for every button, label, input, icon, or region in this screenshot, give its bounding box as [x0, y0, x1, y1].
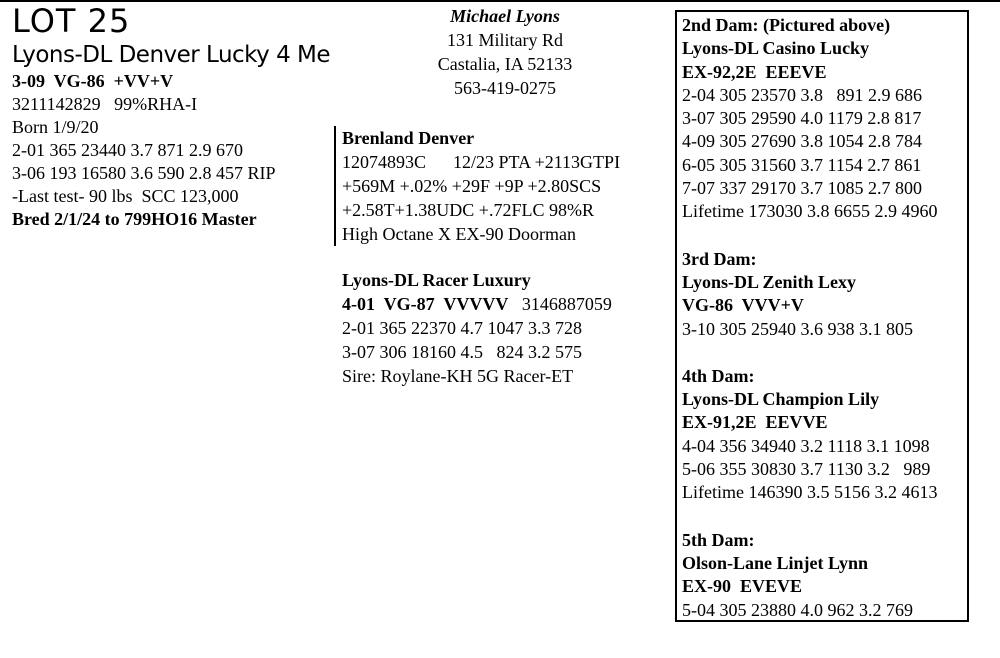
sire-detail: +2.58T+1.38UDC +.72FLC 98%R: [342, 200, 594, 220]
sire-info: [334, 126, 672, 246]
record-line: 5-06 355 30830 3.7 1130 3.2 989: [682, 459, 931, 480]
owner-city: Castalia, IA 52133: [437, 54, 573, 74]
dam-name: Lyons-DL Casino Lucky: [682, 38, 870, 59]
third-dam-section: [682, 248, 967, 341]
animal-record: 2-01 365 23440 3.7 871 2.9 670: [12, 140, 243, 160]
record-line: 3-10 305 25940 3.6 938 3.1 805: [682, 318, 913, 339]
record-line: 7-07 337 29170 3.7 1085 2.7 800: [682, 178, 922, 199]
record-line: 4-04 356 34940 3.2 1118 3.1 1098: [682, 435, 930, 456]
dam-classification: EX-91,2E EEVVE: [682, 412, 828, 433]
spacer: [682, 505, 967, 529]
dam-name: Lyons-DL Racer Luxury: [342, 270, 531, 290]
spacer: [682, 341, 967, 365]
record-line: 3-07 305 29590 4.0 1179 2.8 817: [682, 108, 922, 129]
dam-classification-line: [342, 292, 672, 316]
record-line: Lifetime 173030 3.8 6655 2.9 4960: [682, 201, 938, 222]
dam-registration: 3146887059: [508, 294, 612, 314]
animal-name: Lyons-DL Denver Lucky 4 Me: [12, 42, 331, 68]
owner-name: Michael Lyons: [450, 6, 560, 26]
dam-sire: Sire: Roylane-KH 5G Racer-ET: [342, 366, 574, 386]
owner-info: [390, 4, 620, 100]
section-heading: 3rd Dam:: [682, 248, 757, 269]
lot-number: LOT 25: [12, 2, 131, 40]
dam-classification: EX-92,2E EEEVE: [682, 61, 827, 82]
record-line: 5-04 305 23880 4.0 962 3.2 769: [682, 599, 913, 620]
animal-classification: 3-09 VG-86 +VV+V: [12, 71, 174, 91]
pedigree-box: [675, 10, 969, 622]
animal-registration: 3211142829 99%RHA-I: [12, 94, 198, 114]
owner-street: 131 Military Rd: [447, 30, 563, 50]
dam-name: Lyons-DL Zenith Lexy: [682, 271, 857, 292]
animal-born: Born 1/9/20: [12, 117, 99, 137]
dam-record: 3-07 306 18160 4.5 824 3.2 575: [342, 342, 582, 362]
animal-record: 3-06 193 16580 3.6 590 2.8 457 RIP: [12, 163, 276, 183]
sire-detail: High Octane X EX-90 Doorman: [342, 224, 576, 244]
section-heading: 2nd Dam: (Pictured above): [682, 15, 891, 35]
last-test: -Last test- 90 lbs SCC 123,000: [12, 186, 239, 206]
top-rule: [0, 0, 1000, 2]
section-heading: 5th Dam:: [682, 529, 755, 550]
fifth-dam-section: [682, 529, 967, 622]
second-dam-section: [682, 14, 967, 224]
record-line: 6-05 305 31560 3.7 1154 2.7 861: [682, 154, 922, 175]
spacer: [682, 224, 967, 248]
owner-phone: 563-419-0275: [454, 78, 556, 98]
dam-classification: VG-86 VVV+V: [682, 295, 804, 316]
record-line: 4-09 305 27690 3.8 1054 2.8 784: [682, 131, 922, 152]
dam-record: 2-01 365 22370 4.7 1047 3.3 728: [342, 318, 582, 338]
section-heading: 4th Dam:: [682, 365, 755, 386]
dam-classification: 4-01 VG-87 VVVVV: [342, 294, 509, 314]
dam-classification: EX-90 EVEVE: [682, 576, 803, 597]
bred-info: Bred 2/1/24 to 799HO16 Master: [12, 209, 257, 229]
sire-name: Brenland Denver: [342, 128, 475, 148]
fourth-dam-section: [682, 365, 967, 505]
record-line: 2-04 305 23570 3.8 891 2.9 686: [682, 84, 922, 105]
sire-detail: +569M +.02% +29F +9P +2.80SCS: [342, 176, 602, 196]
dam-info: [342, 268, 672, 388]
lot-info: [12, 4, 342, 231]
record-line: Lifetime 146390 3.5 5156 3.2 4613: [682, 482, 938, 503]
sire-detail: 12074893C 12/23 PTA +2113GTPI: [342, 152, 621, 172]
dam-name: Olson-Lane Linjet Lynn: [682, 552, 869, 573]
dam-name: Lyons-DL Champion Lily: [682, 389, 880, 410]
